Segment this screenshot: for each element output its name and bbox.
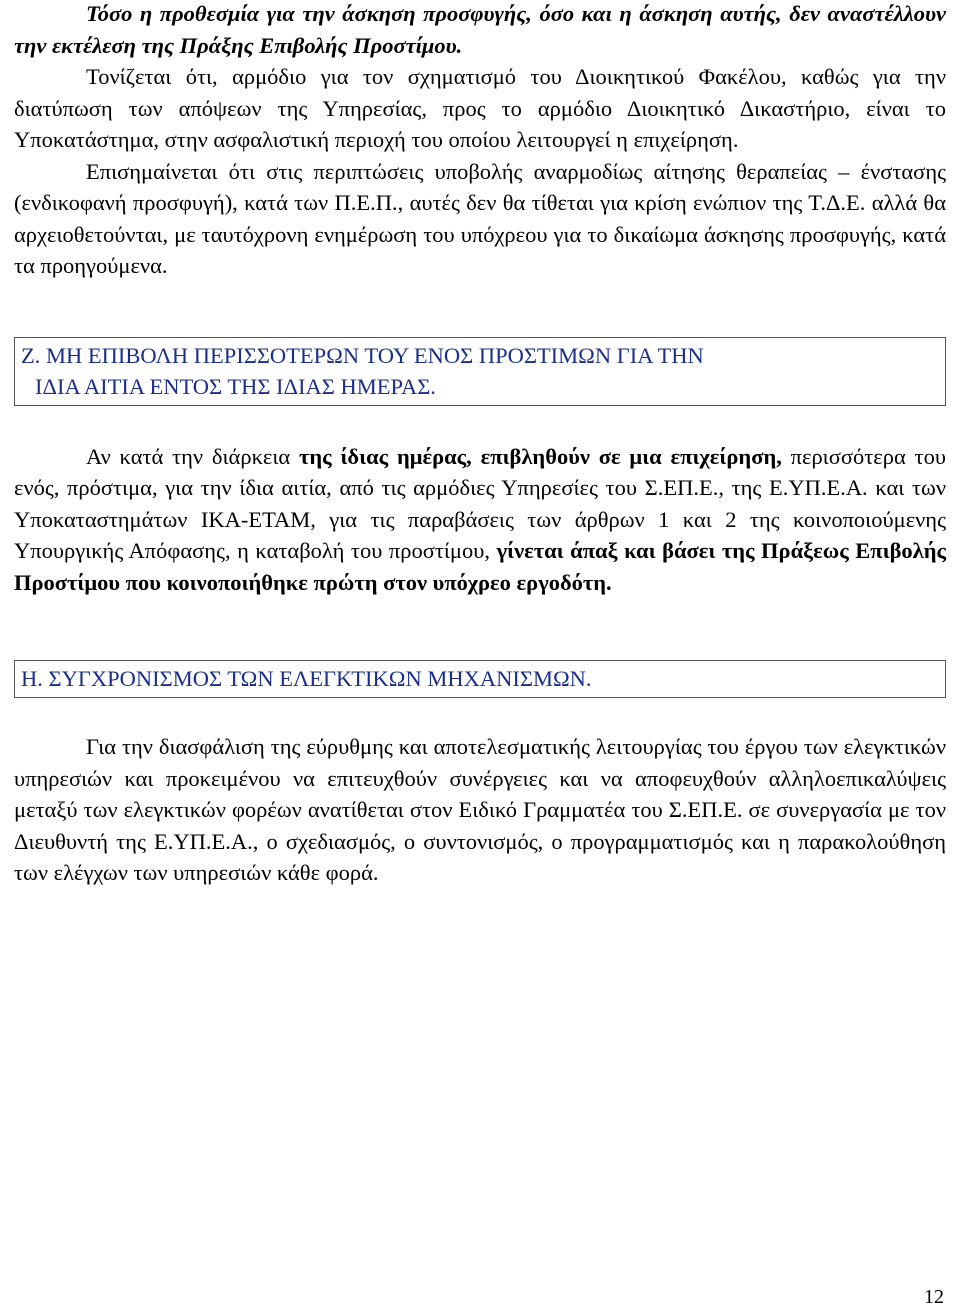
section-z-text-d: γίνεται άπαξ και βάσει της Πράξεως Επιβολής Προστίμου που κοινοποιήθηκε πρώτη στον υπόχρεο εργοδότη. (14, 538, 946, 595)
intro-paragraph-2: Επισημαίνεται ότι στις περιπτώσεις υποβολής αναρμοδίως αίτησης θεραπείας – ένστασης (ενδικοφανή προσφυγή), κατά των Π.Ε.Π., αυτές δεν θα τίθεται για κρίση ενώπιον της Τ.Δ.Ε. αλλά θα αρχειοθετούνται, με ταυτόχρονη ενημέρωση του υπόχρεου για το δικαίωμα άσκησης προσφυγής, κατά τα προηγούμενα. (14, 158, 946, 278)
section-z-text-a: Αν κατά την διάρκεια (86, 443, 300, 469)
document-page (14, 0, 946, 889)
page-number: 12 (924, 1286, 944, 1308)
section-z-text-c: περισσότερα του ενός, πρόστιμα, για την ίδια αιτία, από τις αρμόδιες Υπηρεσίες του Σ.ΕΠ.Ε., της Ε.ΥΠ.Ε.Α. και των Υποκαταστημάτων ΙΚΑ-ΕΤΑΜ, για τις παραβάσεις των άρθρων 1 και 2 της κοινοποιούμενης Υπουργικής Απόφασης, η καταβολή του προστίμου, (14, 443, 946, 563)
section-z-paragraph (14, 441, 946, 599)
section-z-heading (14, 337, 946, 406)
intro-bold-italic-paragraph: Τόσο η προθεσμία για την άσκηση προσφυγής, όσο και η άσκηση αυτής, δεν αναστέλλουν την εκτέλεση της Πράξης Επιβολής Προστίμου. (14, 1, 946, 58)
section-h-heading-text: Η. ΣΥΓΧΡΟΝΙΣΜΟΣ ΤΩΝ ΕΛΕΓΚΤΙΚΩΝ ΜΗΧΑΝΙΣΜΩΝ. (21, 666, 592, 691)
section-h-heading (14, 660, 946, 698)
section-z-heading-line1: Ζ. ΜΗ ΕΠΙΒΟΛΗ ΠΕΡΙΣΣΟΤΕΡΩΝ ΤΟΥ ΕΝΟΣ ΠΡΟΣΤΙΜΩΝ ΓΙΑ ΤΗΝ (21, 342, 704, 368)
section-h-paragraph: Για την διασφάλιση της εύρυθμης και αποτελεσματικής λειτουργίας του έργου των ελεγκτικών υπηρεσιών και προκειμένου να επιτευχθούν συνέργειες και να αποφευχθούν αλληλοεπικαλύψεις μεταξύ των ελεγκτικών φορέων ανατίθεται στον Ειδικό Γραμματέα του Σ.ΕΠ.Ε. σε συνεργασία με τον Διευθυντή της Ε.ΥΠ.Ε.Α., ο σχεδιασμός, ο συντονισμός, ο προγραμματισμός και η παρακολούθηση των ελέγχων των υπηρεσιών κάθε φορά. (14, 734, 946, 885)
intro-paragraph-1: Τονίζεται ότι, αρμόδιο για τον σχηματισμό του Διοικητικού Φακέλου, καθώς για την διατύπωση των απόψεων της Υπηρεσίας, προς το αρμόδιο Διοικητικό Δικαστήριο, είναι το Υποκατάστημα, στην ασφαλιστική περιοχή του οποίου λειτουργεί η επιχείρηση. (14, 64, 946, 152)
section-z-heading-line2: ΙΔΙΑ ΑΙΤΙΑ ΕΝΤΟΣ ΤΗΣ ΙΔΙΑΣ ΗΜΕΡΑΣ. (35, 373, 436, 399)
section-z-text-b: της ίδιας ημέρας, επιβληθούν σε μια επιχείρηση, (299, 443, 782, 469)
